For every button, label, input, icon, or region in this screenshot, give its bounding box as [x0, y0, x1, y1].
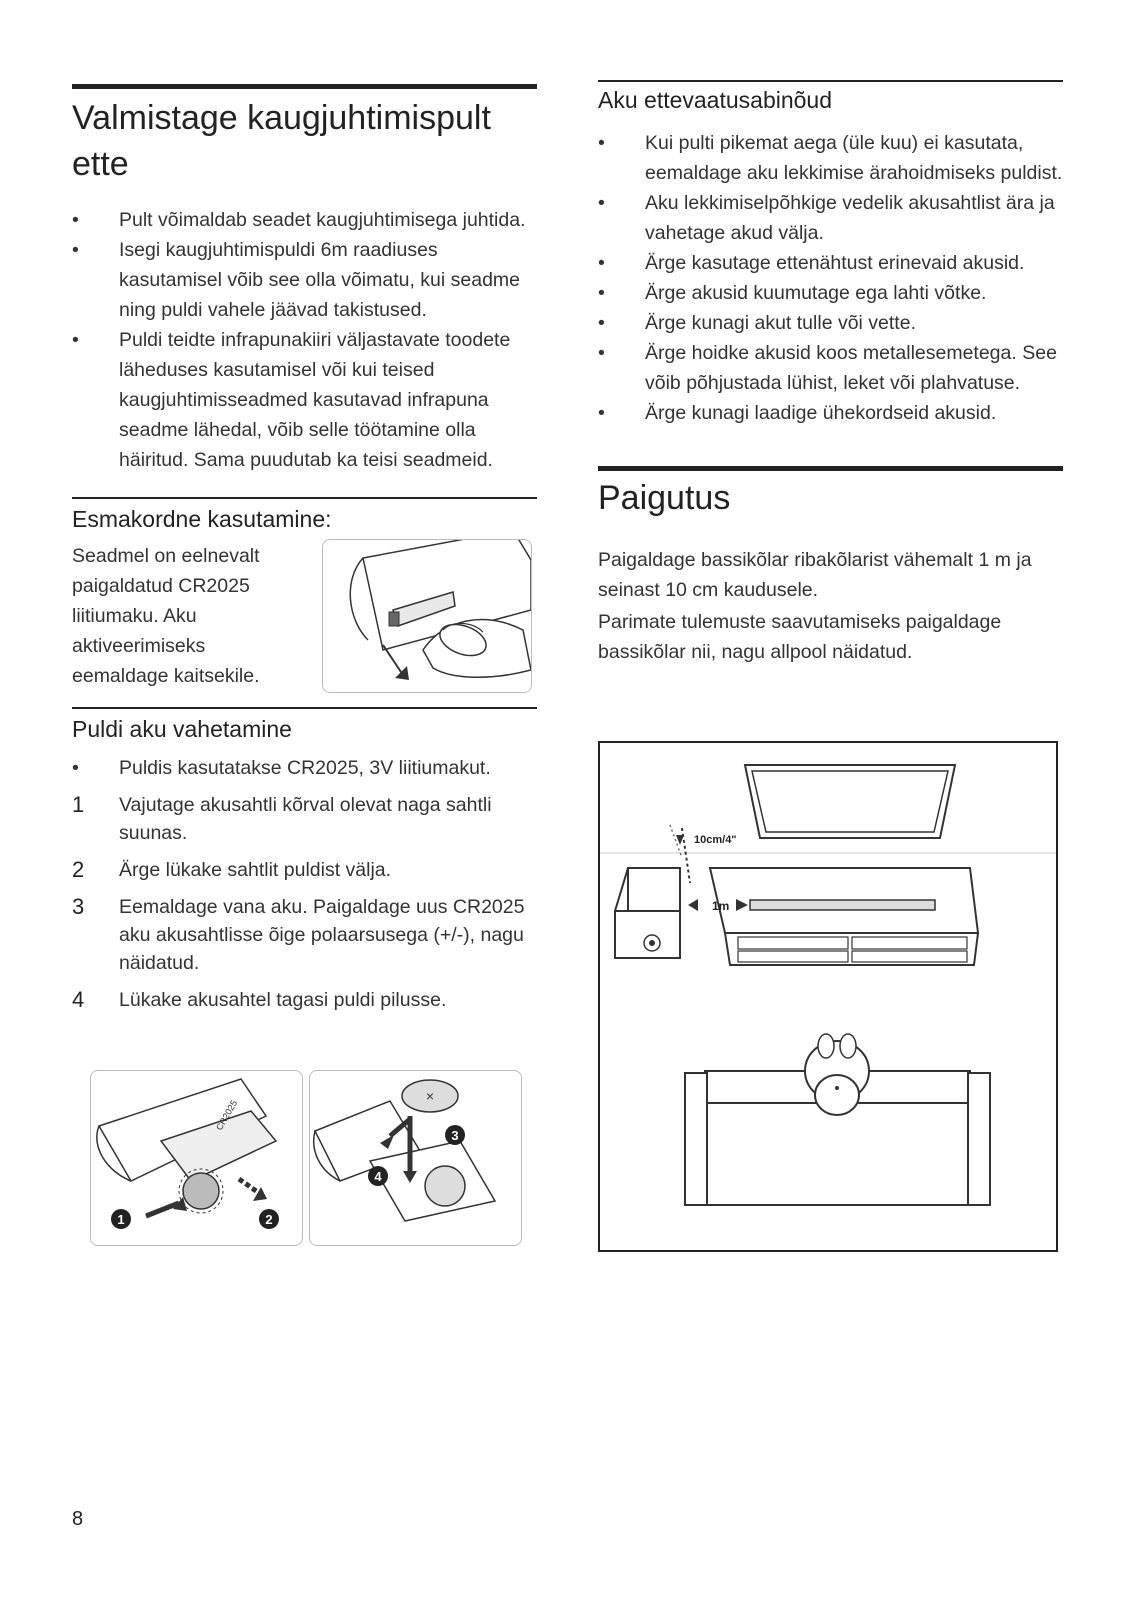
- step-item: [72, 791, 537, 847]
- bullet-icon: •: [72, 209, 79, 231]
- bullet-icon: •: [72, 239, 79, 261]
- heading-rule: [72, 84, 537, 89]
- battery-tray-figure-2: [309, 1070, 522, 1246]
- step-marker-2: 2: [265, 1212, 273, 1227]
- list-item: [72, 325, 537, 475]
- step-number: 2: [72, 857, 85, 882]
- first-use-text: Seadmel on eelnevalt paigaldatud CR2025 liitiumaku. Aku aktiveerimiseks eemaldage kaitsekile.: [72, 545, 260, 687]
- list-item: [72, 235, 537, 325]
- step-marker-3: 3: [451, 1128, 459, 1143]
- left-column: [72, 84, 537, 1023]
- list-item: [598, 128, 1063, 188]
- list-item-text: Ärge hoidke akusid koos metallesemetega. See võib põhjustada lühist, leket või plahvatuse.: [645, 342, 1057, 394]
- battery-replace-title: Puldi aku vahetamine: [72, 716, 292, 742]
- list-item: [598, 338, 1063, 398]
- bullet-icon: •: [598, 132, 605, 154]
- battery-steps-list: [72, 791, 537, 1014]
- intro-bullet-list: [72, 205, 537, 475]
- battery-bullet-list: [72, 753, 537, 783]
- placement-paragraph-2: Parimate tulemuste saavutamiseks paigaldage bassikõlar nii, nagu allpool näidatud.: [598, 611, 1002, 663]
- placement-title: Paigutus: [598, 479, 731, 517]
- svg-text:×: ×: [425, 1088, 435, 1104]
- step-number: 3: [72, 894, 85, 919]
- step-marker-1: 1: [117, 1212, 125, 1227]
- list-item-text: Puldis kasutatakse CR2025, 3V liitiumakut.: [119, 757, 491, 779]
- page-title: [72, 95, 537, 187]
- step-text: Eemaldage vana aku. Paigaldage uus CR2025 aku akusahtlisse õige polaarsusega (+/-), nagu näidatud.: [119, 896, 525, 974]
- room-layout-illustration: [600, 743, 1056, 1250]
- speaker-distance-label: 1m: [712, 899, 730, 913]
- bullet-icon: •: [72, 329, 79, 351]
- page-title-line2: ette: [72, 145, 129, 183]
- list-item-text: Ärge akusid kuumutage ega lahti võtke.: [645, 282, 987, 304]
- list-item: [598, 308, 1063, 338]
- list-item: [598, 278, 1063, 308]
- step-item: [72, 986, 537, 1014]
- remote-film-illustration: [323, 540, 531, 692]
- list-item: [598, 188, 1063, 248]
- battery-tray-illustration-2: [310, 1071, 521, 1245]
- bullet-icon: •: [598, 252, 605, 274]
- step-item: [72, 893, 537, 977]
- step-text: Vajutage akusahtli kõrval olevat naga sahtli suunas.: [119, 794, 492, 844]
- step-number: 1: [72, 792, 85, 817]
- step-item: [72, 856, 537, 884]
- precautions-bullet-list: [598, 128, 1063, 428]
- bullet-icon: •: [598, 192, 605, 214]
- list-item: [72, 753, 537, 783]
- precautions-title: Aku ettevaatusabinõud: [598, 87, 833, 113]
- list-item: [598, 248, 1063, 278]
- step-text: Lükake akusahtel tagasi puldi pilusse.: [119, 989, 447, 1011]
- section-rule: [72, 707, 537, 709]
- bullet-icon: •: [72, 757, 79, 779]
- bullet-icon: •: [598, 342, 605, 364]
- page-title-line1: Valmistage kaugjuhtimispult: [72, 99, 491, 137]
- battery-model-label: CR2025: [214, 1098, 240, 1132]
- list-item-text: Kui pulti pikemat aega (üle kuu) ei kasutata, eemaldage aku lekkimise ärahoidmiseks puldist.: [645, 132, 1063, 184]
- list-item-text: Ärge kunagi laadige ühekordseid akusid.: [645, 402, 997, 424]
- section-rule: [72, 497, 537, 499]
- list-item-text: Isegi kaugjuhtimispuldi 6m raadiuses kasutamisel võib see olla võimatu, kui seadme ning puldi vahele jäävad takistused.: [119, 239, 521, 321]
- bullet-icon: •: [598, 282, 605, 304]
- list-item: [72, 205, 537, 235]
- right-column: [598, 80, 1063, 667]
- step-number: 4: [72, 987, 85, 1012]
- battery-tray-illustration-1: [91, 1071, 302, 1245]
- page-number: 8: [72, 1508, 84, 1530]
- list-item-text: Puldi teidte infrapunakiiri väljastavate toodete läheduses kasutamisel või kui teised kaugjuhtimisseadmed kasutavad infrapuna seadme lähedal, võib selle töötamine olla häiritud. Sama puudutab ka teisi seadmeid.: [119, 329, 511, 471]
- first-use-section: [72, 541, 537, 701]
- placement-diagram: [598, 741, 1058, 1252]
- bullet-icon: •: [598, 402, 605, 424]
- remote-film-figure: [322, 539, 532, 693]
- battery-tray-figure-1: [90, 1070, 303, 1246]
- list-item-text: Pult võimaldab seadet kaugjuhtimisega juhtida.: [119, 209, 526, 231]
- first-use-title: Esmakordne kasutamine:: [72, 506, 332, 532]
- list-item-text: Ärge kunagi akut tulle või vette.: [645, 312, 916, 334]
- list-item-text: Ärge kasutage ettenähtust erinevaid akusid.: [645, 252, 1025, 274]
- wall-distance-label: 10cm/4": [694, 834, 737, 846]
- step-marker-4: 4: [374, 1169, 382, 1184]
- step-text: Ärge lükake sahtlit puldist välja.: [119, 859, 392, 881]
- heading-rule: [598, 466, 1063, 471]
- list-item-text: Aku lekkimiselpõhkige vedelik akusahtlist ära ja vahetage akud välja.: [645, 192, 1055, 244]
- placement-paragraph-1: Paigaldage bassikõlar ribakõlarist vähemalt 1 m ja seinast 10 cm kaudusele.: [598, 549, 1032, 601]
- bullet-icon: •: [598, 312, 605, 334]
- list-item: [598, 398, 1063, 428]
- section-rule: [598, 80, 1063, 82]
